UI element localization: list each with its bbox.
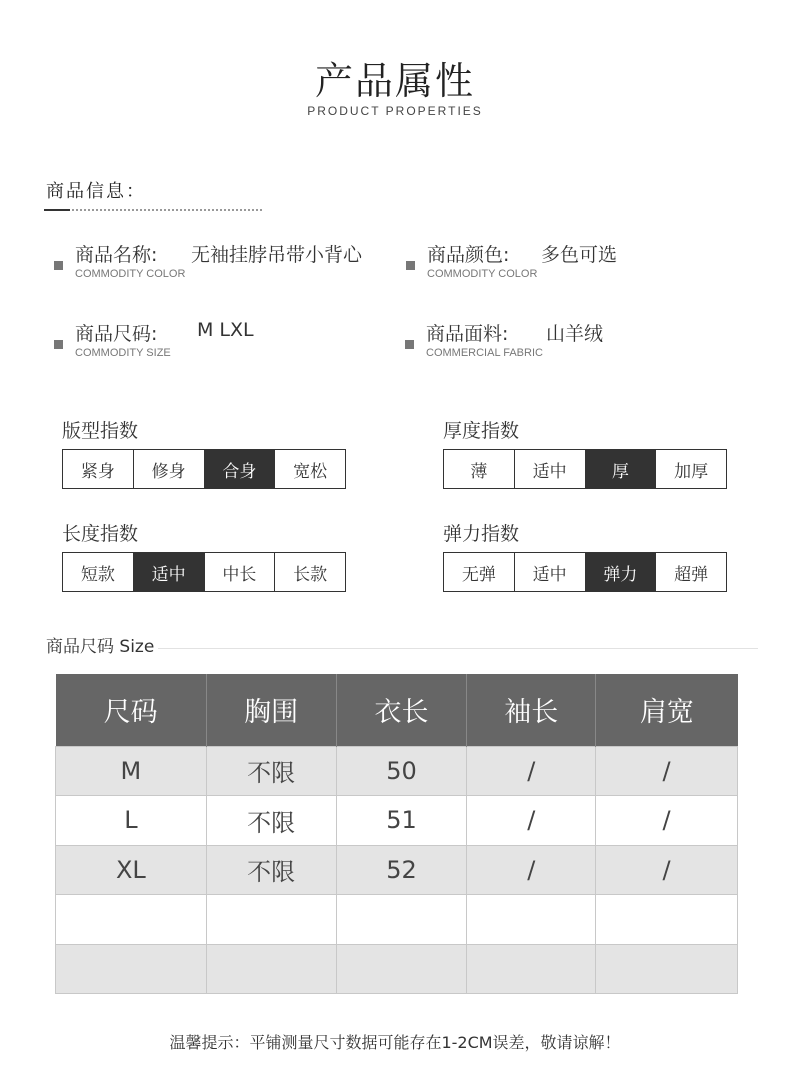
page-subtitle: PRODUCT PROPERTIES — [307, 104, 483, 118]
thickness-option[interactable]: 加厚 — [674, 461, 709, 482]
elasticity-option[interactable]: 无弹 — [444, 553, 515, 591]
table-cell — [56, 944, 207, 994]
table-row — [56, 944, 738, 994]
table-row — [56, 796, 738, 846]
elasticity-option[interactable]: 适中 — [515, 553, 586, 591]
table-cell — [467, 895, 596, 945]
info-item-name — [54, 240, 394, 285]
fit-index-options — [62, 449, 346, 489]
info-label: 商品颜色: — [427, 244, 510, 266]
fit-option[interactable]: 修身 — [134, 450, 205, 488]
table-cell: / — [596, 845, 738, 895]
table-cell — [336, 944, 467, 994]
table-cell — [206, 944, 336, 994]
table-row — [56, 895, 738, 945]
table-cell — [467, 944, 596, 994]
info-label: 商品尺码: — [75, 323, 158, 345]
info-value: 山羊绒 — [546, 323, 604, 345]
thickness-index-options — [443, 449, 727, 489]
elasticity-option[interactable]: 超弹 — [674, 564, 709, 585]
table-cell — [596, 944, 738, 994]
info-section-heading: 商品信息： — [46, 181, 146, 202]
length-index-title: 长度指数 — [62, 523, 139, 545]
info-label: 商品面料: — [426, 323, 509, 345]
table-cell: XL — [56, 845, 207, 895]
page-title: 产品属性 — [314, 59, 475, 103]
length-option[interactable]: 中长 — [205, 553, 276, 591]
heading-underline — [44, 209, 262, 211]
table-cell: M — [56, 746, 207, 796]
column-header: 肩宽 — [596, 674, 738, 746]
info-label-en: COMMODITY COLOR — [427, 268, 538, 280]
bullet-square-icon — [54, 261, 63, 270]
bullet-square-icon — [405, 340, 414, 349]
length-index-options — [62, 552, 346, 592]
table-cell: 50 — [336, 746, 467, 796]
column-header: 尺码 — [56, 674, 207, 746]
table-cell — [596, 895, 738, 945]
divider — [158, 648, 758, 649]
table-cell: 不限 — [206, 796, 336, 846]
info-label-en: COMMODITY COLOR — [75, 268, 186, 280]
bullet-square-icon — [54, 340, 63, 349]
fit-index-title: 版型指数 — [62, 420, 139, 442]
length-option[interactable]: 长款 — [293, 564, 328, 585]
table-cell: 52 — [336, 845, 467, 895]
table-cell: / — [467, 845, 596, 895]
table-cell — [336, 895, 467, 945]
thickness-option[interactable]: 厚 — [586, 450, 657, 488]
info-item-size — [54, 319, 394, 364]
elasticity-option[interactable]: 弹力 — [586, 553, 657, 591]
info-value: 多色可选 — [541, 244, 618, 266]
table-header-row — [56, 674, 738, 746]
thickness-index-title: 厚度指数 — [443, 420, 520, 442]
elasticity-index-title: 弹力指数 — [443, 523, 520, 545]
length-option[interactable]: 短款 — [63, 553, 134, 591]
column-header: 袖长 — [467, 674, 596, 746]
info-label-en: COMMODITY SIZE — [75, 347, 171, 359]
thickness-option[interactable]: 薄 — [444, 450, 515, 488]
info-label: 商品名称: — [75, 244, 158, 266]
thickness-option[interactable]: 适中 — [515, 450, 586, 488]
info-value: M LXL — [197, 319, 254, 341]
table-cell: 不限 — [206, 845, 336, 895]
info-label-en: COMMERCIAL FABRIC — [426, 347, 543, 359]
info-item-fabric — [405, 319, 745, 364]
table-row — [56, 845, 738, 895]
table-cell: / — [596, 796, 738, 846]
table-cell — [206, 895, 336, 945]
elasticity-index-options — [443, 552, 727, 592]
measurement-note: 温馨提示：平铺测量尺寸数据可能存在1-2CM误差，敬请谅解！ — [169, 1033, 621, 1052]
table-cell: / — [596, 746, 738, 796]
fit-option[interactable]: 合身 — [205, 450, 276, 488]
info-item-color — [406, 240, 746, 285]
table-cell — [56, 895, 207, 945]
bullet-square-icon — [406, 261, 415, 270]
column-header: 衣长 — [336, 674, 467, 746]
fit-option[interactable]: 紧身 — [63, 450, 134, 488]
fit-option[interactable]: 宽松 — [293, 461, 328, 482]
table-cell: / — [467, 746, 596, 796]
table-row — [56, 746, 738, 796]
table-cell: L — [56, 796, 207, 846]
table-cell: 不限 — [206, 746, 336, 796]
size-table-heading: 商品尺码 Size — [46, 637, 155, 657]
length-option[interactable]: 适中 — [134, 553, 205, 591]
table-cell: / — [467, 796, 596, 846]
column-header: 胸围 — [206, 674, 336, 746]
size-table — [55, 674, 738, 994]
info-value: 无袖挂脖吊带小背心 — [191, 244, 363, 266]
table-cell: 51 — [336, 796, 467, 846]
